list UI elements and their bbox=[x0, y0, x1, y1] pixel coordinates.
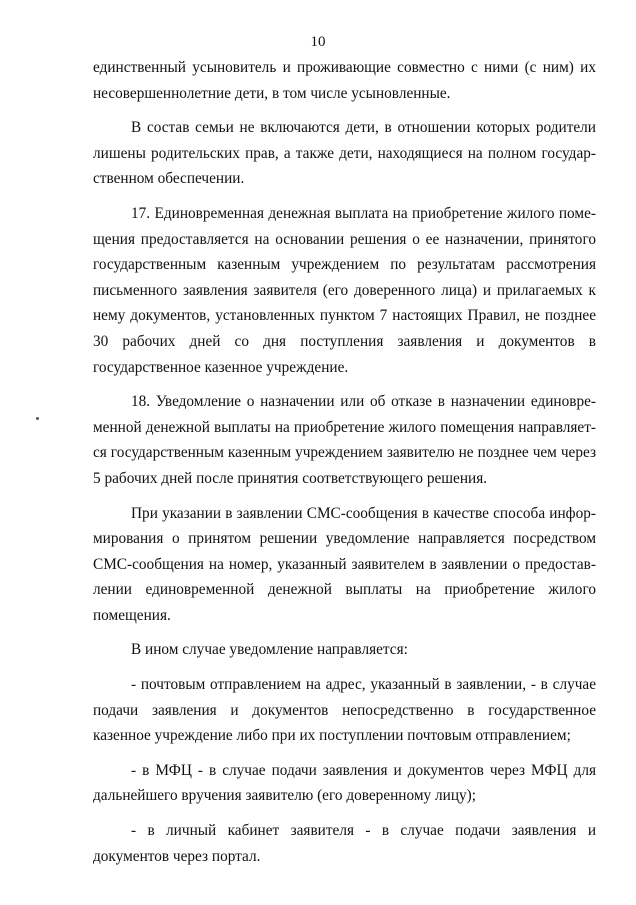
paragraph-family-exclusions: В состав семьи не включаются дети, в отношении которых родители лишены родительских прав, а также дети, находящиеся на полном государственном обеспечении. bbox=[93, 119, 596, 188]
scan-speck bbox=[36, 417, 39, 420]
paragraph-sms-notification: При указании в заявлении СМС-сообщения в качестве способа информирования о принятом решении уведомление направляется посредством СМС-сообщения на номер, указанный заявителем в заявлении о предоставлении единовременной денежной выплаты на приобретение жилого помещения. bbox=[93, 504, 596, 624]
paragraph-17: 17. Единовременная денежная выплата на приобретение жилого помещения предоставляется на основании решения о ее назначении, принятого государственным казенным учреждением по результатам рассмотрения письменного заявления заявителя (его доверенного лица) и прилагаемых к нему документов, установленных пунктом 7 настоящих Правил, не позднее 30 рабочих дней со дня поступления заявления и документов в государственное казенное учреждение. bbox=[93, 204, 596, 376]
document-body bbox=[93, 55, 596, 878]
page-number: 10 bbox=[310, 34, 326, 50]
list-item-postal: - почтовым отправлением на адрес, указанный в заявлении, - в случае подачи заявления и документов непосредственно в государственное казенное учреждение либо при их поступлении почтовым отправлением; bbox=[93, 676, 596, 745]
paragraph-family-continuation: единственный усыновитель и проживающие совместно с ними (с ним) их несовершеннолетние дети, в том числе усыновленные. bbox=[93, 59, 596, 102]
paragraph-otherwise: В ином случае уведомление направляется: bbox=[131, 641, 408, 659]
list-item-mfc: - в МФЦ - в случае подачи заявления и документов через МФЦ для дальнейшего вручения заявителю (его доверенному лицу); bbox=[93, 761, 596, 805]
paragraph-18: 18. Уведомление о назначении или об отказе в назначении единовременной денежной выплаты на приобретение жилого помещения направляется государственным казенным учреждением заявителю не позднее чем через 5 рабочих дней после принятия соответствующего решения. bbox=[93, 393, 596, 487]
list-item-portal: - в личный кабинет заявителя - в случае подачи заявления и документов через портал. bbox=[93, 822, 596, 865]
